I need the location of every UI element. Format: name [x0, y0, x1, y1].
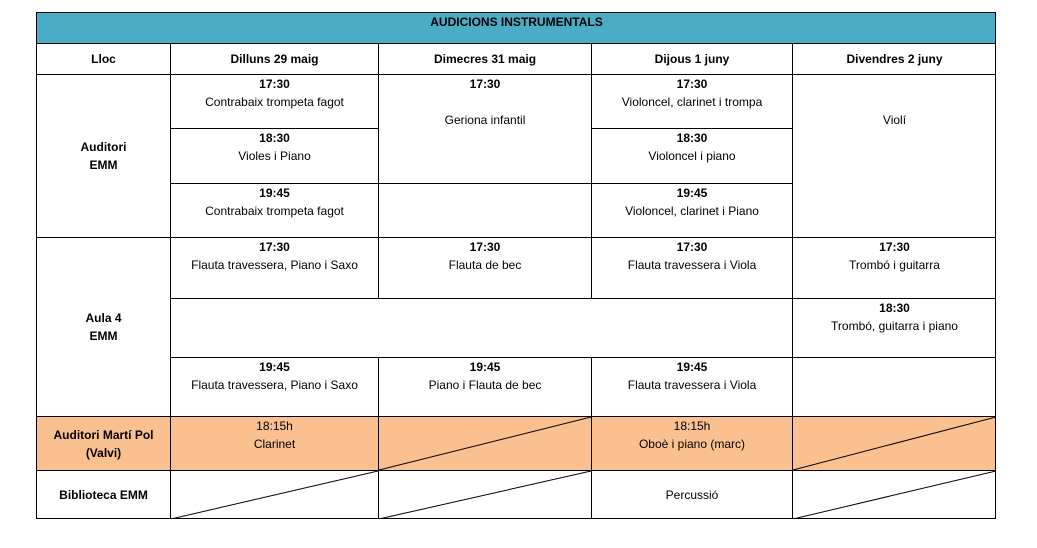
slot-biblioteca-dilluns-crossed [170, 470, 378, 519]
slot-text: Violes i Piano [238, 149, 311, 163]
header-dijous [591, 43, 792, 74]
slot-auditori-divendres [792, 74, 996, 237]
slot-time: 19:45 [469, 360, 501, 374]
slot-text: Percussió [665, 488, 719, 502]
slot-text: Clarinet [253, 437, 296, 451]
slot-marti-pol-dijous [591, 416, 792, 470]
venue-marti-pol-line2: (Valvi) [85, 445, 122, 460]
slot-aula4-dimecres-3 [378, 357, 591, 416]
slot-text: Trombó i guitarra [849, 258, 940, 272]
slot-time: 17:30 [879, 240, 910, 254]
slot-biblioteca-divendres-crossed [792, 470, 996, 519]
header-lloc [36, 43, 170, 74]
header-divendres [792, 43, 996, 74]
slot-auditori-dijous-1 [591, 74, 792, 128]
slot-aula4-dilluns-3 [170, 357, 378, 416]
slot-aula4-dimecres-1 [378, 237, 591, 298]
table-title [36, 12, 996, 43]
slot-auditori-dijous-3 [591, 183, 792, 237]
venue-auditori-line2: EMM [89, 158, 118, 172]
slot-text: Flauta travessera, Piano i Saxo [191, 258, 358, 272]
slot-aula4-divendres-1 [792, 237, 996, 298]
slot-time: 19:45 [676, 360, 708, 374]
slot-biblioteca-dimecres-crossed [378, 470, 591, 519]
slot-marti-pol-divendres-crossed [792, 416, 996, 470]
slot-auditori-dilluns-2 [170, 128, 378, 183]
slot-time: 17:30 [676, 240, 708, 254]
slot-aula4-merged-empty [170, 298, 792, 357]
diagonal-line [793, 417, 996, 470]
slot-text: Contrabaix trompeta fagot [205, 204, 344, 218]
slot-time: 19:45 [676, 186, 708, 200]
slot-time: 18:30 [259, 131, 290, 145]
table-title-text: AUDICIONS INSTRUMENTALS [430, 15, 603, 29]
slot-time: 18:15h [673, 419, 711, 433]
slot-time: 17:30 [259, 77, 290, 91]
diagonal-line [379, 417, 591, 470]
slot-auditori-dijous-2 [591, 128, 792, 183]
slot-auditori-dilluns-1 [170, 74, 378, 128]
slot-time: 17:30 [676, 77, 708, 91]
header-dilluns [170, 43, 378, 74]
slot-aula4-dilluns-1 [170, 237, 378, 298]
slot-text: Trombó, guitarra i piano [831, 319, 958, 333]
schedule-table [36, 12, 996, 519]
header-divendres-label: Divendres 2 juny [846, 52, 943, 66]
slot-auditori-dimecres [378, 74, 591, 183]
venue-auditori [36, 74, 170, 237]
slot-time: 19:45 [259, 360, 290, 374]
slot-time: 18:15h [256, 419, 293, 433]
slot-biblioteca-dijous [591, 470, 792, 519]
diagonal-line [171, 471, 378, 519]
slot-text: Violí [882, 113, 907, 127]
venue-aula4-line2: EMM [89, 329, 118, 343]
slot-marti-pol-dimecres-crossed [378, 416, 591, 470]
slot-time: 17:30 [469, 77, 501, 91]
header-lloc-label: Lloc [91, 52, 116, 66]
header-dilluns-label: Dilluns 29 maig [230, 52, 319, 66]
slot-time: 18:30 [879, 301, 910, 315]
venue-aula4-line1: Aula 4 [85, 311, 122, 325]
slot-text: Flauta de bec [448, 258, 522, 272]
venue-auditori-line1: Auditori [80, 140, 127, 154]
venue-aula4 [36, 237, 170, 416]
venue-marti-pol [36, 416, 170, 470]
slot-aula4-divendres-3 [792, 357, 996, 416]
diagonal-line [793, 471, 996, 519]
slot-aula4-dijous-3 [591, 357, 792, 416]
header-dijous-label: Dijous 1 juny [654, 52, 730, 66]
slot-aula4-dijous-1 [591, 237, 792, 298]
slot-text: Flauta travessera i Viola [627, 258, 757, 272]
slot-time: 17:30 [259, 240, 290, 254]
venue-marti-pol-line1: Auditori Martí Pol [53, 427, 154, 442]
venue-biblioteca [36, 470, 170, 519]
slot-time: 18:30 [676, 131, 708, 145]
slot-text: Violoncel i piano [648, 149, 736, 163]
header-dimecres [378, 43, 591, 74]
slot-time: 17:30 [469, 240, 501, 254]
slot-text: Violoncel, clarinet i Piano [625, 204, 759, 218]
slot-text: Flauta travessera, Piano i Saxo [191, 378, 358, 392]
slot-aula4-divendres-2 [792, 298, 996, 357]
slot-auditori-dimecres-empty [378, 183, 591, 237]
slot-text: Contrabaix trompeta fagot [205, 95, 344, 109]
slot-time: 19:45 [259, 186, 290, 200]
slot-auditori-dilluns-3 [170, 183, 378, 237]
slot-marti-pol-dilluns [170, 416, 378, 470]
slot-text: Geriona infantil [444, 113, 526, 127]
venue-biblioteca-label: Biblioteca EMM [59, 488, 148, 502]
slot-text: Piano i Flauta de bec [428, 378, 542, 392]
slot-text: Flauta travessera i Viola [627, 378, 757, 392]
slot-text: Oboè i piano (marc) [638, 437, 746, 451]
slot-text: Violoncel, clarinet i trompa [621, 95, 763, 109]
header-dimecres-label: Dimecres 31 maig [433, 52, 537, 66]
diagonal-line [379, 471, 591, 519]
